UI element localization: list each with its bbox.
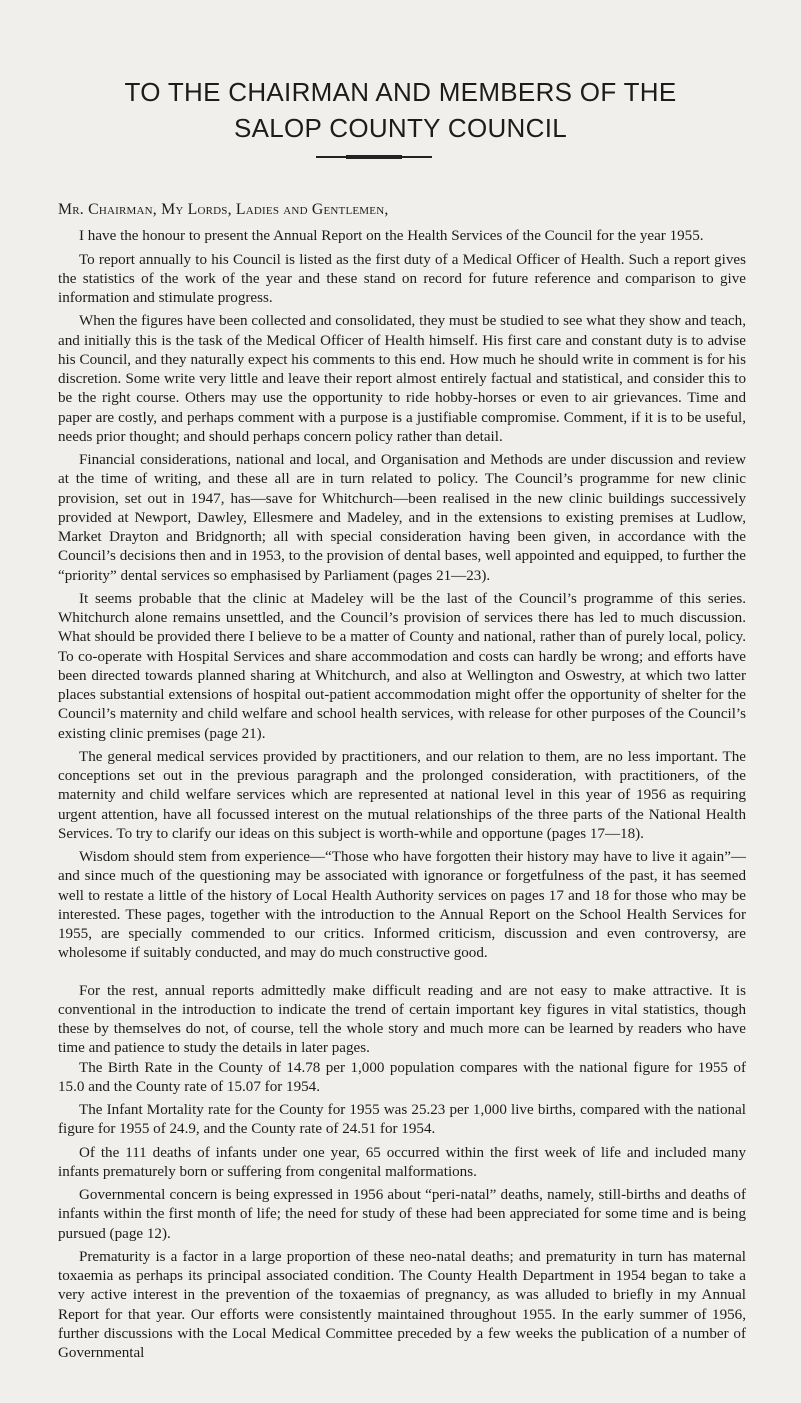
paragraph: The general medical services provided by practitioners, and our relation to them, are no less important. The conceptions set out in the previous paragraph and the prolonged consideration, with practitioners, of the maternity and child welfare services which are represented at national level in this year of 1956 as requiring urgent attention, have all focussed interest on the mutual relationships of the three parts of the National Health Services. To try to clarify our ideas on this subject is worth-while and opportune (pages 17—18).: [58, 748, 746, 842]
paragraph: Wisdom should stem from experience—“Those who have forgotten their history may have to live it again”—and since much of the questioning may be associated with ignorance or forgetfulness of the past, it has seemed well to restate a little of the history of Local Health Authority services on pages 17 and 18 for those who may be interested. These pages, together with the introduction to the Annual Report on the School Health Services for 1955, are specially commended to our critics. Informed criticism, discussion and even controversy, are wholesome if suitably conducted, and may do much constructive good.: [58, 849, 746, 962]
report-title-line-2: SALOP COUNTY COUNCIL: [233, 113, 567, 143]
paragraph: The Infant Mortality rate for the County for 1955 was 25.23 per 1,000 live births, compared with the national figure for 1955 of 24.9, and the County rate of 24.51 for 1954.: [58, 1102, 746, 1138]
report-body: [58, 200, 746, 1367]
report-title-line-1: TO THE CHAIRMAN AND MEMBERS OF THE: [124, 77, 677, 107]
paragraph: I have the honour to present the Annual Report on the Health Services of the Council for the year 1955.: [79, 228, 704, 245]
paragraph: It seems probable that the clinic at Madeley will be the last of the Council’s programme of this series. Whitchurch alone remains unsettled, and the Council’s provision of services there has led to much discussion. What should be provided there I believe to be a matter of County and national, rather than of purely local, policy. To co-operate with Hospital Services and share accommodation and costs can hardly be wrong; and efforts have been directed towards planned sharing at Whitchurch, and also at Wellington and Oswestry, at which two latter places substantial extensions of hospital out-patient accommodation might offer the opportunity of shelter for the Council’s maternity and child welfare and school health services, with release for other purposes of the Council’s existing clinic premises (page 21).: [58, 590, 746, 742]
decorative-rule: [316, 156, 432, 158]
salutation: Mr. Chairman, My Lords, Ladies and Gentlemen,: [58, 201, 389, 218]
paragraph: To report annually to his Council is listed as the first duty of a Medical Officer of Health. Such a report gives the statistics of the work of the year and these stand on record for future reference and comparison to give information and stimulate progress.: [58, 251, 746, 306]
paragraph: Financial considerations, national and local, and Organisation and Methods are under discussion and review at the time of writing, and these all are in turn related to policy. The Council’s programme for new clinic provision, set out in 1947, has—save for Whitchurch—been realised in the new clinic buildings successively provided at Newport, Dawley, Ellesmere and Madeley, and in the extensions to existing premises at Ludlow, Market Drayton and Bridgnorth; all with special consideration having been given, in accordance with the Council’s decisions then and in 1953, to the provision of dental bases, well appointed and equipped, to further the “priority” dental services so emphasised by Parliament (pages 21—23).: [58, 452, 746, 584]
paragraph: For the rest, annual reports admittedly make difficult reading and are not easy to make attractive. It is conventional in the introduction to indicate the trend of certain important key figures in vital statistics, though these by themselves do not, of course, tell the whole story and much more can be learned by readers who have time and patience to study the details in later pages.: [58, 982, 746, 1057]
paragraph: Of the 111 deaths of infants under one year, 65 occurred within the first week of life and included many infants prematurely born or suffering from congenital malformations.: [58, 1144, 746, 1180]
paragraph: Governmental concern is being expressed in 1956 about “peri-natal” deaths, namely, still-births and deaths of infants within the first month of life; the need for study of these had been appreciated for some time and is being pursued (page 12).: [58, 1187, 746, 1242]
paragraph: Prematurity is a factor in a large proportion of these neo-natal deaths; and prematurity in turn has maternal toxaemia as perhaps its principal associated condition. The County Health Department in 1954 began to take a very active interest in the prevention of the toxaemias of pregnancy, as was alluded to briefly in my Annual Report for that year. Our efforts were consistently maintained throughout 1955. In the early summer of 1956, further discussions with the Local Medical Committee preceded by a few weeks the publication of a number of Governmental: [58, 1248, 746, 1361]
paragraph: The Birth Rate in the County of 14.78 per 1,000 population compares with the national figure for 1955 of 15.0 and the County rate of 15.07 for 1954.: [58, 1059, 746, 1095]
paragraph: When the figures have been collected and consolidated, they must be studied to see what they show and teach, and initially this is the task of the Medical Officer of Health himself. His first care and constant duty is to advise his Council, and they naturally expect his comments to this end. How much he should write in comment is for his discretion. Some write very little and leave their report almost entirely factual and statistical, and consider this to be the right course. Others may use the opportunity to ride hobby-horses or even to air grievances. Time and paper are costly, and perhaps comment with a purpose is a justifiable compromise. Comment, if it is to be useful, needs prior thought; and should perhaps concern policy rather than detail.: [58, 313, 746, 445]
